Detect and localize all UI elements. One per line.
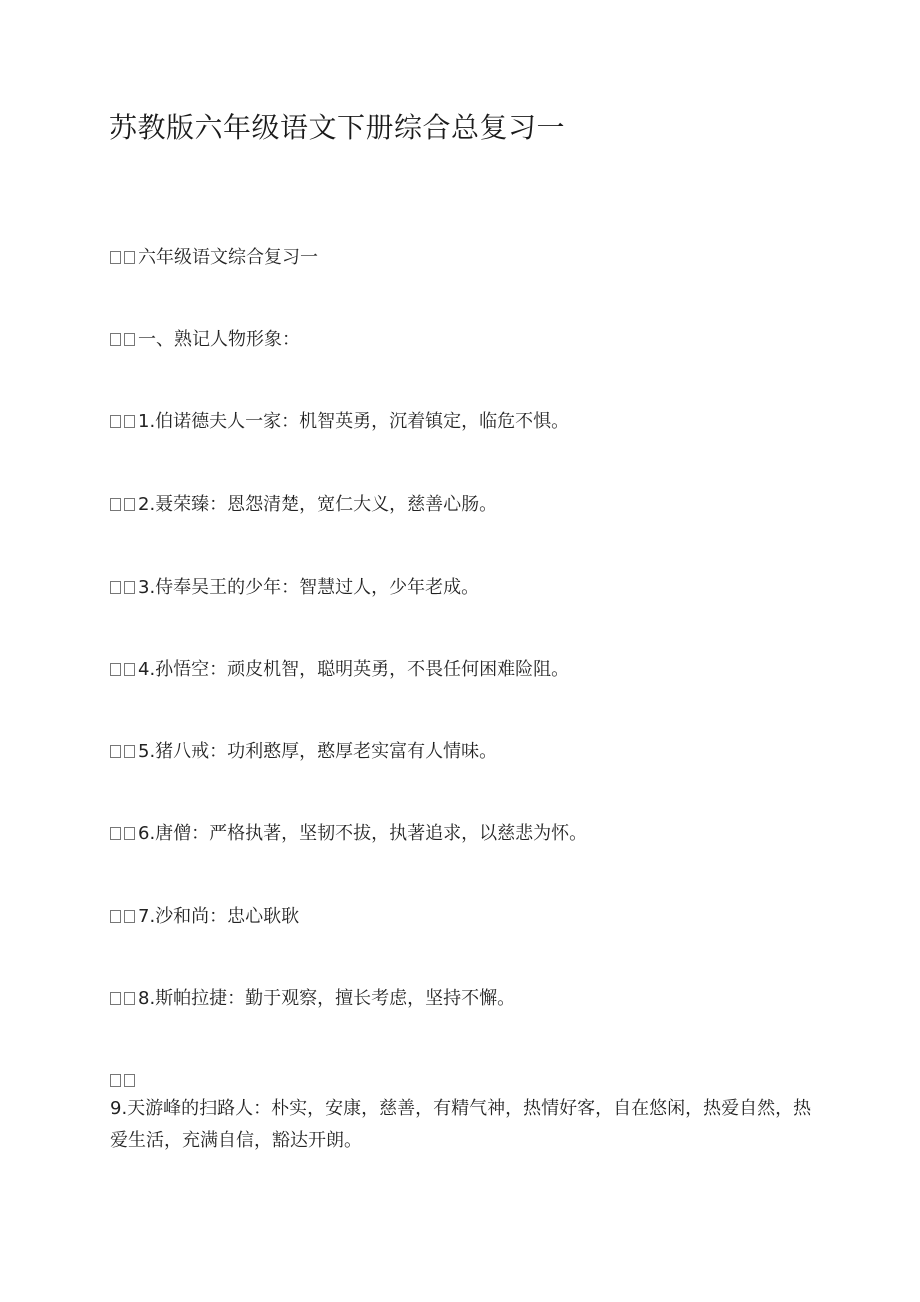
missing-glyph-boxes xyxy=(110,244,138,272)
list-item-text: 4.孙悟空：顽皮机智，聪明英勇，不畏任何困难险阻。 xyxy=(138,659,570,680)
missing-glyph-boxes xyxy=(110,820,138,848)
subtitle-text: 六年级语文综合复习一 xyxy=(138,247,318,268)
list-item xyxy=(110,491,497,519)
list-item-text: 2.聂荣臻：恩怨清楚，宽仁大义，慈善心肠。 xyxy=(138,494,498,515)
list-item xyxy=(110,574,479,602)
list-item-text: 6.唐僧：严格执著，坚韧不拔，执著追求，以慈悲为怀。 xyxy=(138,823,588,844)
list-item xyxy=(110,903,299,931)
missing-glyph-boxes xyxy=(110,1067,138,1095)
list-item xyxy=(110,738,497,766)
list-item xyxy=(110,985,515,1013)
list-item xyxy=(110,656,569,684)
missing-glyph-boxes xyxy=(110,903,138,931)
list-item-text: 5.猪八戒：功利憨厚，憨厚老实富有人情味。 xyxy=(138,741,498,762)
missing-glyph-line xyxy=(110,1067,138,1095)
missing-glyph-boxes xyxy=(110,326,138,354)
missing-glyph-boxes xyxy=(110,408,138,436)
document-title: 苏教版六年级语文下册综合总复习一 xyxy=(109,111,566,144)
list-item-text: 7.沙和尚：忠心耿耿 xyxy=(138,906,300,927)
list-item xyxy=(110,820,587,848)
missing-glyph-boxes xyxy=(110,574,138,602)
list-item-text: 1.伯诺德夫人一家：机智英勇，沉着镇定，临危不惧。 xyxy=(138,411,570,432)
missing-glyph-boxes xyxy=(110,738,138,766)
subtitle-line xyxy=(110,244,318,272)
missing-glyph-boxes xyxy=(110,656,138,684)
list-item-text: 8.斯帕拉捷：勤于观察，擅长考虑，坚持不懈。 xyxy=(138,988,516,1009)
list-item xyxy=(110,408,569,436)
section-heading-line xyxy=(110,326,300,354)
list-item-paragraph: 9.天游峰的扫路人：朴实，安康，慈善，有精气神，热情好客，自在悠闲，热爱自然，热爱生活，充满自信，豁达开朗。 xyxy=(110,1098,812,1151)
list-item-text: 3.侍奉吴王的少年：智慧过人，少年老成。 xyxy=(138,577,480,598)
missing-glyph-boxes xyxy=(110,491,138,519)
missing-glyph-boxes xyxy=(110,985,138,1013)
section-heading: 一、熟记人物形象： xyxy=(138,329,300,350)
